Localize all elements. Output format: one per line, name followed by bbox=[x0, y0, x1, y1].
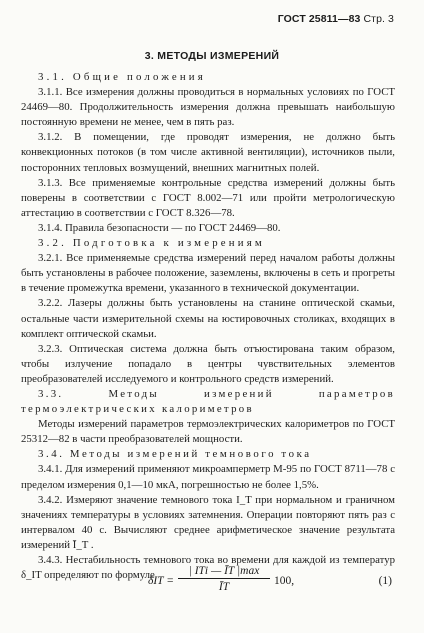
paragraph: 3.2.1. Все применяемые средства измерений перед началом работы должны быть установлены в рабочее положение, заземлены, включены в сеть и прогреты в течение промежутка времени, указанного в технической документации. bbox=[21, 252, 395, 295]
paragraph: 3.2.3. Оптическая система должна быть отъюстирована таким образом, чтобы излучение попадало в центры чувствительных элементов преобразователей исследуемого и контрольного средств измерений. bbox=[21, 342, 395, 385]
page-label: Стр. 3 bbox=[363, 13, 394, 25]
standard-number: ГОСТ 25811—83 bbox=[277, 13, 361, 25]
paragraph: 3.4.2. Измеряют значение темнового тока I_T при нормальном и граничном значениях температуры в условиях затемнения. Операции повторяют пять раз с интервалом 40 с. Вычисляют среднее арифметическое значение результата измерений Ī_T . bbox=[21, 493, 395, 551]
paragraph: 3.4.3. Нестабильность темнового тока во времени для каждой из температур δ_IT определяют по формуле bbox=[21, 554, 395, 582]
subsection-heading: 3.4. Методы измерений темнового тока bbox=[38, 448, 312, 461]
formula-multiplier: 100, bbox=[274, 575, 295, 587]
formula-numerator: | IТi — ĪT |max bbox=[178, 565, 270, 579]
paragraph: 3.1.2. В помещении, где проводят измерения, не должно быть конвекционных потоков (в том числе активной вентиляции), источников пыли, посторонних тепловых возмущений, внешних магнитных полей. bbox=[21, 131, 395, 174]
subsection-heading: 3.1. Общие положения bbox=[38, 71, 206, 83]
paragraph: 3.4.1. Для измерений применяют микроамперметр М-95 по ГОСТ 8711—78 с пределом измерения 0,1—10 мкА, погрешностью не более 1,5%. bbox=[21, 463, 395, 491]
formula-lhs: δIT = bbox=[148, 575, 174, 587]
paragraph: 3.1.1. Все измерения должны проводиться в нормальных условиях по ГОСТ 24469—80. Продолжительность измерения должна превышать наибольшую постоянную времени не менее, чем в пять раз. bbox=[21, 86, 395, 129]
formula-number: (1) bbox=[378, 575, 392, 587]
page-header bbox=[278, 13, 394, 25]
section-title: 3. МЕТОДЫ ИЗМЕРЕНИЙ bbox=[144, 50, 280, 62]
subsection-heading: 3.2. Подготовка к измерениям bbox=[38, 237, 265, 250]
paragraph: 3.2.2. Лазеры должны быть установлены на станине оптической скамьи, остальные части измерительной схемы на юстировочных столиках, входящих в комплект оптической скамьи. bbox=[21, 297, 395, 340]
formula-fraction bbox=[178, 565, 270, 593]
paragraph: 3.1.3. Все применяемые контрольные средства измерений должны быть поверены в соответствии с ГОСТ 8.002—71 или пройти метрологическую аттестацию в соответствии с ГОСТ 8.326—78. bbox=[21, 176, 395, 219]
subsection-heading: 3.3. Методы измерений параметров термоэлектрических калориметров bbox=[21, 387, 395, 416]
document-body bbox=[21, 70, 395, 583]
formula-denominator: ĪT bbox=[218, 581, 230, 593]
formula-1 bbox=[0, 563, 424, 603]
paragraph: 3.1.4. Правила безопасности — по ГОСТ 24469—80. bbox=[38, 221, 281, 234]
paragraph: Методы измерений параметров термоэлектрических калориметров по ГОСТ 25312—82 в части преобразователей мощности. bbox=[21, 418, 395, 446]
